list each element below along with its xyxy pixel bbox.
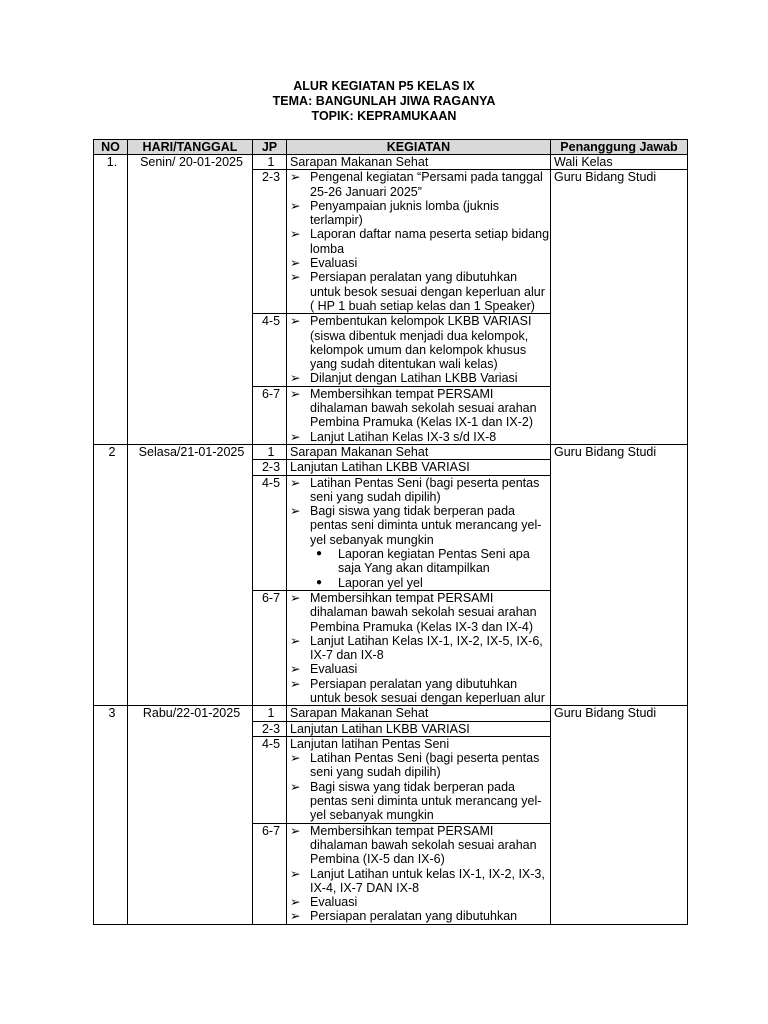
list-item (290, 199, 550, 228)
arrow-bullet-icon: ➢ (290, 590, 301, 605)
list-item (290, 227, 550, 256)
list-item (290, 256, 550, 270)
list-item (290, 430, 550, 444)
list-item (290, 591, 550, 634)
kegiatan-cell (287, 444, 551, 459)
kegiatan-cell (287, 721, 551, 736)
kegiatan-cell (287, 823, 551, 924)
list-item (290, 387, 550, 430)
list-item (290, 824, 550, 867)
kegiatan-text: Sarapan Makanan Sehat (290, 155, 429, 169)
table-row (94, 706, 688, 721)
jp-cell: 2-3 (253, 460, 287, 475)
kegiatan-list (290, 824, 550, 924)
jp-cell: 6-7 (253, 823, 287, 924)
kegiatan-cell (287, 736, 551, 823)
arrow-bullet-icon: ➢ (290, 751, 301, 766)
list-item (290, 751, 550, 780)
arrow-bullet-icon: ➢ (290, 504, 301, 519)
kegiatan-list (290, 591, 550, 705)
kegiatan-list (290, 314, 550, 385)
jp-cell: 1 (253, 706, 287, 721)
kegiatan-list (290, 476, 550, 547)
table-row (94, 155, 688, 170)
sub-list-item-text: Laporan kegiatan Pentas Seni apa saja Yang akan ditampilkan (338, 547, 530, 576)
list-item-text: Bagi siswa yang tidak berperan pada pentas seni diminta untuk merancang yel-yel sebanyak mungkin (310, 504, 542, 547)
dot-bullet-icon: ● (316, 548, 323, 560)
schedule-body (94, 155, 688, 925)
list-item (290, 170, 550, 199)
list-item (290, 634, 550, 663)
list-item-text: Evaluasi (310, 256, 358, 271)
arrow-bullet-icon: ➢ (290, 170, 301, 185)
list-item-text: Laporan daftar nama peserta setiap bidang lomba (310, 227, 550, 256)
kegiatan-text: Lanjutan latihan Pentas Seni (290, 736, 450, 751)
penanggung-jawab-cell: Guru Bidang Studi (551, 444, 688, 705)
list-item-text: Persiapan peralatan yang dibutuhkan untuk besok sesuai dengan keperluan alur (310, 676, 545, 705)
arrow-bullet-icon: ➢ (290, 633, 301, 648)
list-item-text: Evaluasi (310, 662, 358, 677)
jp-cell: 4-5 (253, 475, 287, 590)
day-date: Rabu/22-01-2025 (128, 706, 253, 924)
kegiatan-cell (287, 706, 551, 721)
jp-cell: 4-5 (253, 736, 287, 823)
arrow-bullet-icon: ➢ (290, 371, 301, 386)
kegiatan-cell (287, 314, 551, 386)
jp-cell: 1 (253, 444, 287, 459)
list-item-text: Lanjut Latihan untuk kelas IX-1, IX-2, IX-3, IX-4, IX-7 DAN IX-8 (310, 866, 545, 895)
list-item (290, 504, 550, 547)
jp-cell: 6-7 (253, 386, 287, 444)
kegiatan-cell (287, 155, 551, 170)
kegiatan-list (290, 170, 550, 313)
arrow-bullet-icon: ➢ (290, 909, 301, 924)
column-header-jp: JP (253, 140, 287, 155)
list-item (290, 895, 550, 909)
document-header (0, 79, 768, 124)
arrow-bullet-icon: ➢ (290, 198, 301, 213)
kegiatan-list (290, 751, 550, 822)
list-item (290, 780, 550, 823)
list-item (290, 371, 550, 385)
schedule-table (93, 139, 688, 925)
arrow-bullet-icon: ➢ (290, 895, 301, 910)
arrow-bullet-icon: ➢ (290, 314, 301, 329)
kegiatan-cell (287, 590, 551, 705)
kegiatan-cell (287, 475, 551, 590)
day-number: 1. (94, 155, 128, 445)
kegiatan-list (290, 387, 550, 444)
arrow-bullet-icon: ➢ (290, 270, 301, 285)
day-date: Selasa/21-01-2025 (128, 444, 253, 705)
column-header-pj: Penanggung Jawab (551, 140, 688, 155)
arrow-bullet-icon: ➢ (290, 676, 301, 691)
list-item (290, 677, 550, 706)
list-item (290, 314, 550, 371)
list-item-text: Membersihkan tempat PERSAMI dihalaman bawah sekolah sesuai arahan Pembina Pramuka (Kelas IX-3 dan IX-4) (310, 590, 537, 634)
jp-cell: 2-3 (253, 170, 287, 314)
jp-cell: 6-7 (253, 590, 287, 705)
kegiatan-cell (287, 460, 551, 475)
kegiatan-text: Sarapan Makanan Sehat (290, 706, 429, 721)
list-item-text: Penyampaian juknis lomba (juknis terlampir) (310, 198, 499, 228)
table-row (94, 444, 688, 459)
list-item-text: Latihan Pentas Seni (bagi peserta pentas seni yang sudah dipilih) (310, 751, 540, 780)
day-date: Senin/ 20-01-2025 (128, 155, 253, 445)
document-theme: TEMA: BANGUNLAH JIWA RAGANYA (272, 94, 496, 108)
jp-cell: 4-5 (253, 314, 287, 386)
dot-bullet-icon: ● (316, 576, 323, 588)
list-item (290, 867, 550, 896)
sub-list (290, 547, 550, 590)
list-item (290, 270, 550, 313)
column-header-kegiatan: KEGIATAN (287, 140, 551, 155)
column-header-hari: HARI/TANGGAL (128, 140, 253, 155)
jp-cell: 1 (253, 155, 287, 170)
penanggung-jawab-cell: Wali Kelas (551, 155, 688, 170)
list-item-text: Pengenal kegiatan “Persami pada tanggal 25-26 Januari 2025” (310, 170, 543, 199)
document-topic: TOPIK: KEPRAMUKAAN (311, 109, 457, 123)
list-item-text: Bagi siswa yang tidak berperan pada pentas seni diminta untuk merancang yel-yel sebanyak mungkin (310, 779, 542, 823)
table-header-row (94, 140, 688, 155)
kegiatan-cell (287, 386, 551, 444)
sub-list-item (290, 576, 550, 590)
arrow-bullet-icon: ➢ (290, 386, 301, 401)
arrow-bullet-icon: ➢ (290, 662, 301, 677)
sub-list-item-text: Laporan yel yel (338, 575, 423, 590)
list-item-text: Persiapan peralatan yang dibutuhkan (310, 909, 518, 924)
list-item-text: Pembentukan kelompok LKBB VARIASI (siswa dibentuk menjadi dua kelompok, kelompok umum dan kelompok khusus yang sudah ditentukan wali kelas) (310, 314, 532, 372)
list-item (290, 662, 550, 676)
list-item-text: Membersihkan tempat PERSAMI dihalaman bawah sekolah sesuai arahan Pembina Pramuka (Kelas IX-1 dan IX-2) (310, 386, 537, 430)
arrow-bullet-icon: ➢ (290, 866, 301, 881)
penanggung-jawab-cell: Guru Bidang Studi (551, 706, 688, 924)
list-item-text: Membersihkan tempat PERSAMI dihalaman bawah sekolah sesuai arahan Pembina (IX-5 dan IX-6) (310, 823, 537, 867)
sub-list-item (290, 547, 550, 576)
arrow-bullet-icon: ➢ (290, 779, 301, 794)
column-header-no: NO (94, 140, 128, 155)
day-number: 2 (94, 444, 128, 705)
list-item (290, 909, 550, 923)
arrow-bullet-icon: ➢ (290, 429, 301, 444)
list-item-text: Evaluasi (310, 895, 358, 910)
list-item-text: Lanjut Latihan Kelas IX-1, IX-2, IX-5, IX-6, IX-7 dan IX-8 (310, 633, 543, 663)
jp-cell: 2-3 (253, 721, 287, 736)
penanggung-jawab-cell: Guru Bidang Studi (551, 170, 688, 445)
list-item-text: Latihan Pentas Seni (bagi peserta pentas seni yang sudah dipilih) (310, 475, 540, 504)
list-item-text: Persiapan peralatan yang dibutuhkan untuk besok sesuai dengan keperluan alur ( HP 1 buah setiap kelas dan 1 Speaker) (310, 270, 545, 313)
kegiatan-text: Lanjutan Latihan LKBB VARIASI (290, 721, 470, 736)
kegiatan-text: Sarapan Makanan Sehat (290, 444, 429, 459)
arrow-bullet-icon: ➢ (290, 475, 301, 490)
document-title: ALUR KEGIATAN P5 KELAS IX (293, 79, 475, 93)
list-item-text: Lanjut Latihan Kelas IX-3 s/d IX-8 (310, 429, 497, 444)
day-number: 3 (94, 706, 128, 924)
arrow-bullet-icon: ➢ (290, 256, 301, 271)
list-item (290, 476, 550, 505)
arrow-bullet-icon: ➢ (290, 227, 301, 242)
list-item-text: Dilanjut dengan Latihan LKBB Variasi (310, 371, 518, 386)
arrow-bullet-icon: ➢ (290, 823, 301, 838)
kegiatan-text: Lanjutan Latihan LKBB VARIASI (290, 460, 470, 475)
kegiatan-cell (287, 170, 551, 314)
